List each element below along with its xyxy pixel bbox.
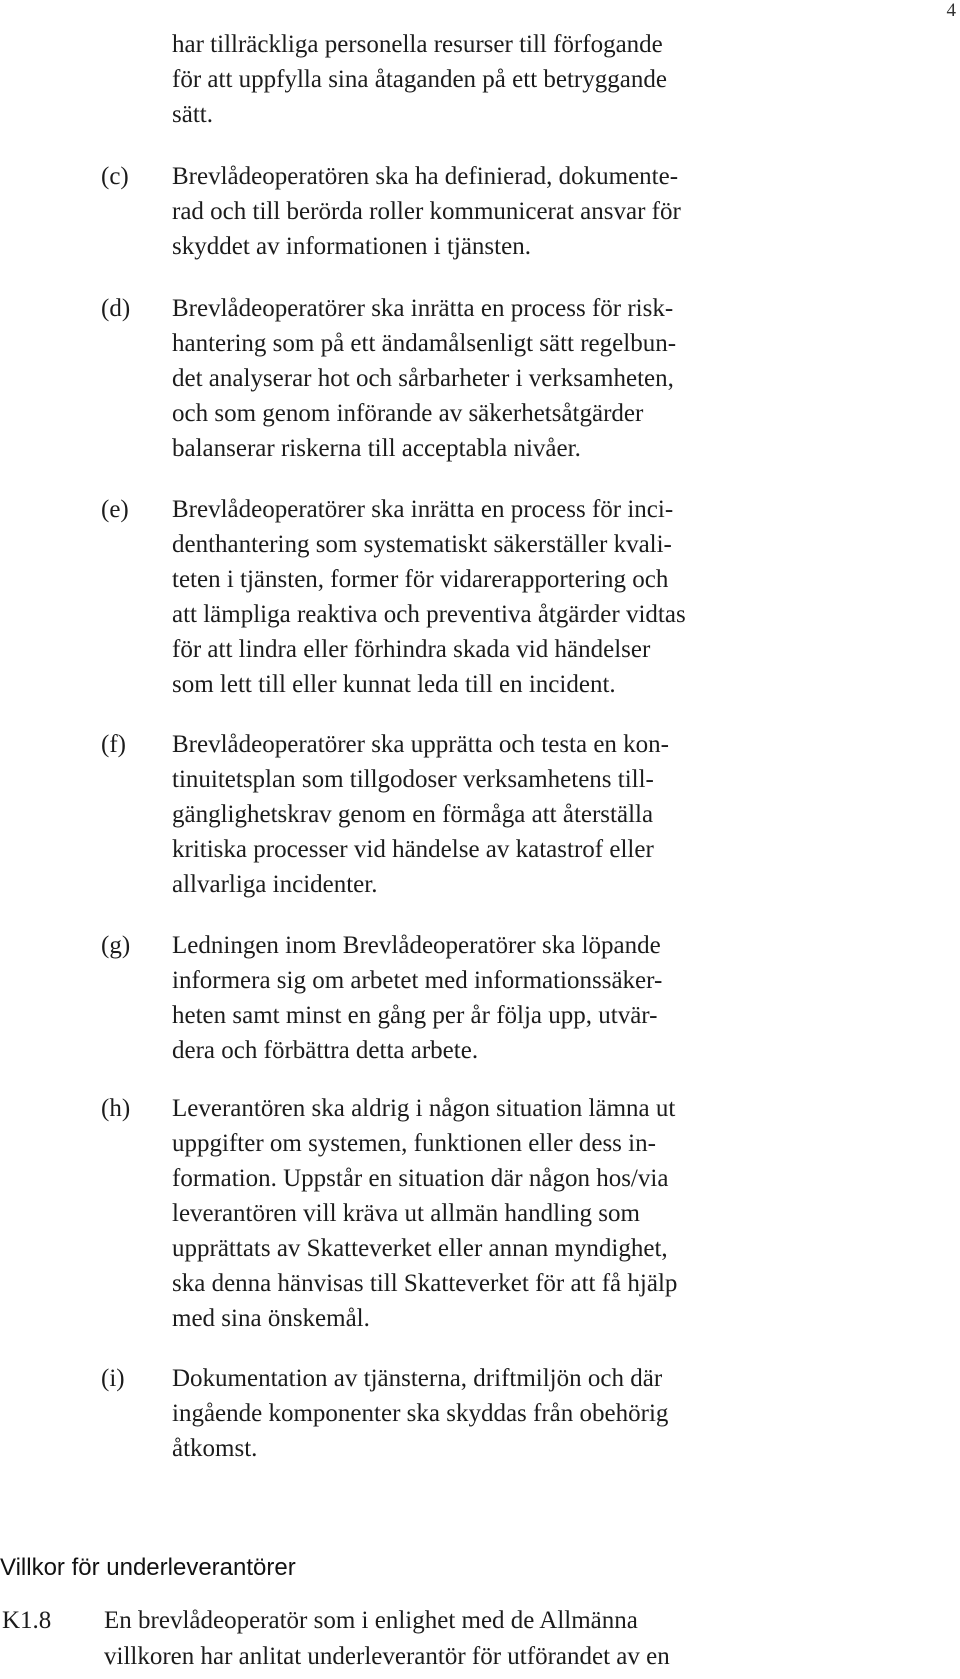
text-line: En brevlådeoperatör som i enlighet med de Allmänna [104,1607,638,1634]
text-line: Leverantören ska aldrig i någon situation lämna ut [172,1095,676,1122]
text-line: hantering som på ett ändamålsenligt sätt regelbun- [172,330,677,357]
item-label: (e) [101,496,129,523]
item-label: (h) [101,1095,131,1122]
text-line: Brevlådeoperatörer ska inrätta en process för risk- [172,295,674,322]
text-line: uppgifter om systemen, funktionen eller dess in- [172,1130,656,1157]
text-line: för att uppfylla sina åtaganden på ett betryggande [172,66,667,93]
text-line: teten i tjänsten, former för vidarerapportering och [172,566,669,593]
clause-label: K1.8 [2,1607,52,1634]
section-heading: Villkor för underleverantörer [0,1554,296,1581]
text-line: tinuitetsplan som tillgodoser verksamhetens till- [172,766,654,793]
text-line: Brevlådeoperatören ska ha definierad, dokumente- [172,163,679,190]
text-line: som lett till eller kunnat leda till en incident. [172,671,616,698]
text-line: upprättats av Skatteverket eller annan myndighet, [172,1235,668,1262]
text-line: villkoren har anlitat underleverantör för utförandet av en [104,1643,670,1670]
text-line: allvarliga incidenter. [172,871,378,898]
text-line: Ledningen inom Brevlådeoperatörer ska löpande [172,932,661,959]
text-line: åtkomst. [172,1435,258,1462]
text-line: heten samt minst en gång per år följa upp, utvär- [172,1002,658,1029]
text-line: det analyserar hot och sårbarheter i verksamheten, [172,365,674,392]
text-line: att lämpliga reaktiva och preventiva åtgärder vidtas [172,601,686,628]
item-label: (f) [101,731,126,758]
text-line: balanserar riskerna till acceptabla nivåer. [172,435,581,462]
text-line: dera och förbättra detta arbete. [172,1037,479,1064]
text-line: skyddet av informationen i tjänsten. [172,233,531,260]
text-line: med sina önskemål. [172,1305,370,1332]
item-label: (d) [101,295,131,322]
text-line: Brevlådeoperatörer ska upprätta och testa en kon- [172,731,670,758]
text-line: formation. Uppstår en situation där någon hos/via [172,1165,669,1192]
text-line: Dokumentation av tjänsterna, driftmiljön och där [172,1365,663,1392]
text-line: sätt. [172,101,213,128]
text-line: och som genom införande av säkerhetsåtgärder [172,400,644,427]
text-line: för att lindra eller förhindra skada vid händelser [172,636,651,663]
page-number: 4 [946,0,956,21]
text-line: ska denna hänvisas till Skatteverket för att få hjälp [172,1270,678,1297]
text-line: ingående komponenter ska skyddas från obehörig [172,1400,669,1427]
text-line: gänglighetskrav genom en förmåga att återställa [172,801,654,828]
text-line: denthantering som systematiskt säkerställer kvali- [172,531,672,558]
text-line: kritiska processer vid händelse av katastrof eller [172,836,654,863]
item-label: (i) [101,1365,125,1392]
text-line: informera sig om arbetet med informationssäker- [172,967,663,994]
item-label: (g) [101,932,131,959]
text-line: rad och till berörda roller kommunicerat ansvar för [172,198,681,225]
text-line: har tillräckliga personella resurser till förfogande [172,31,663,58]
text-line: Brevlådeoperatörer ska inrätta en process för inci- [172,496,674,523]
item-label: (c) [101,163,129,190]
text-line: leverantören vill kräva ut allmän handling som [172,1200,640,1227]
